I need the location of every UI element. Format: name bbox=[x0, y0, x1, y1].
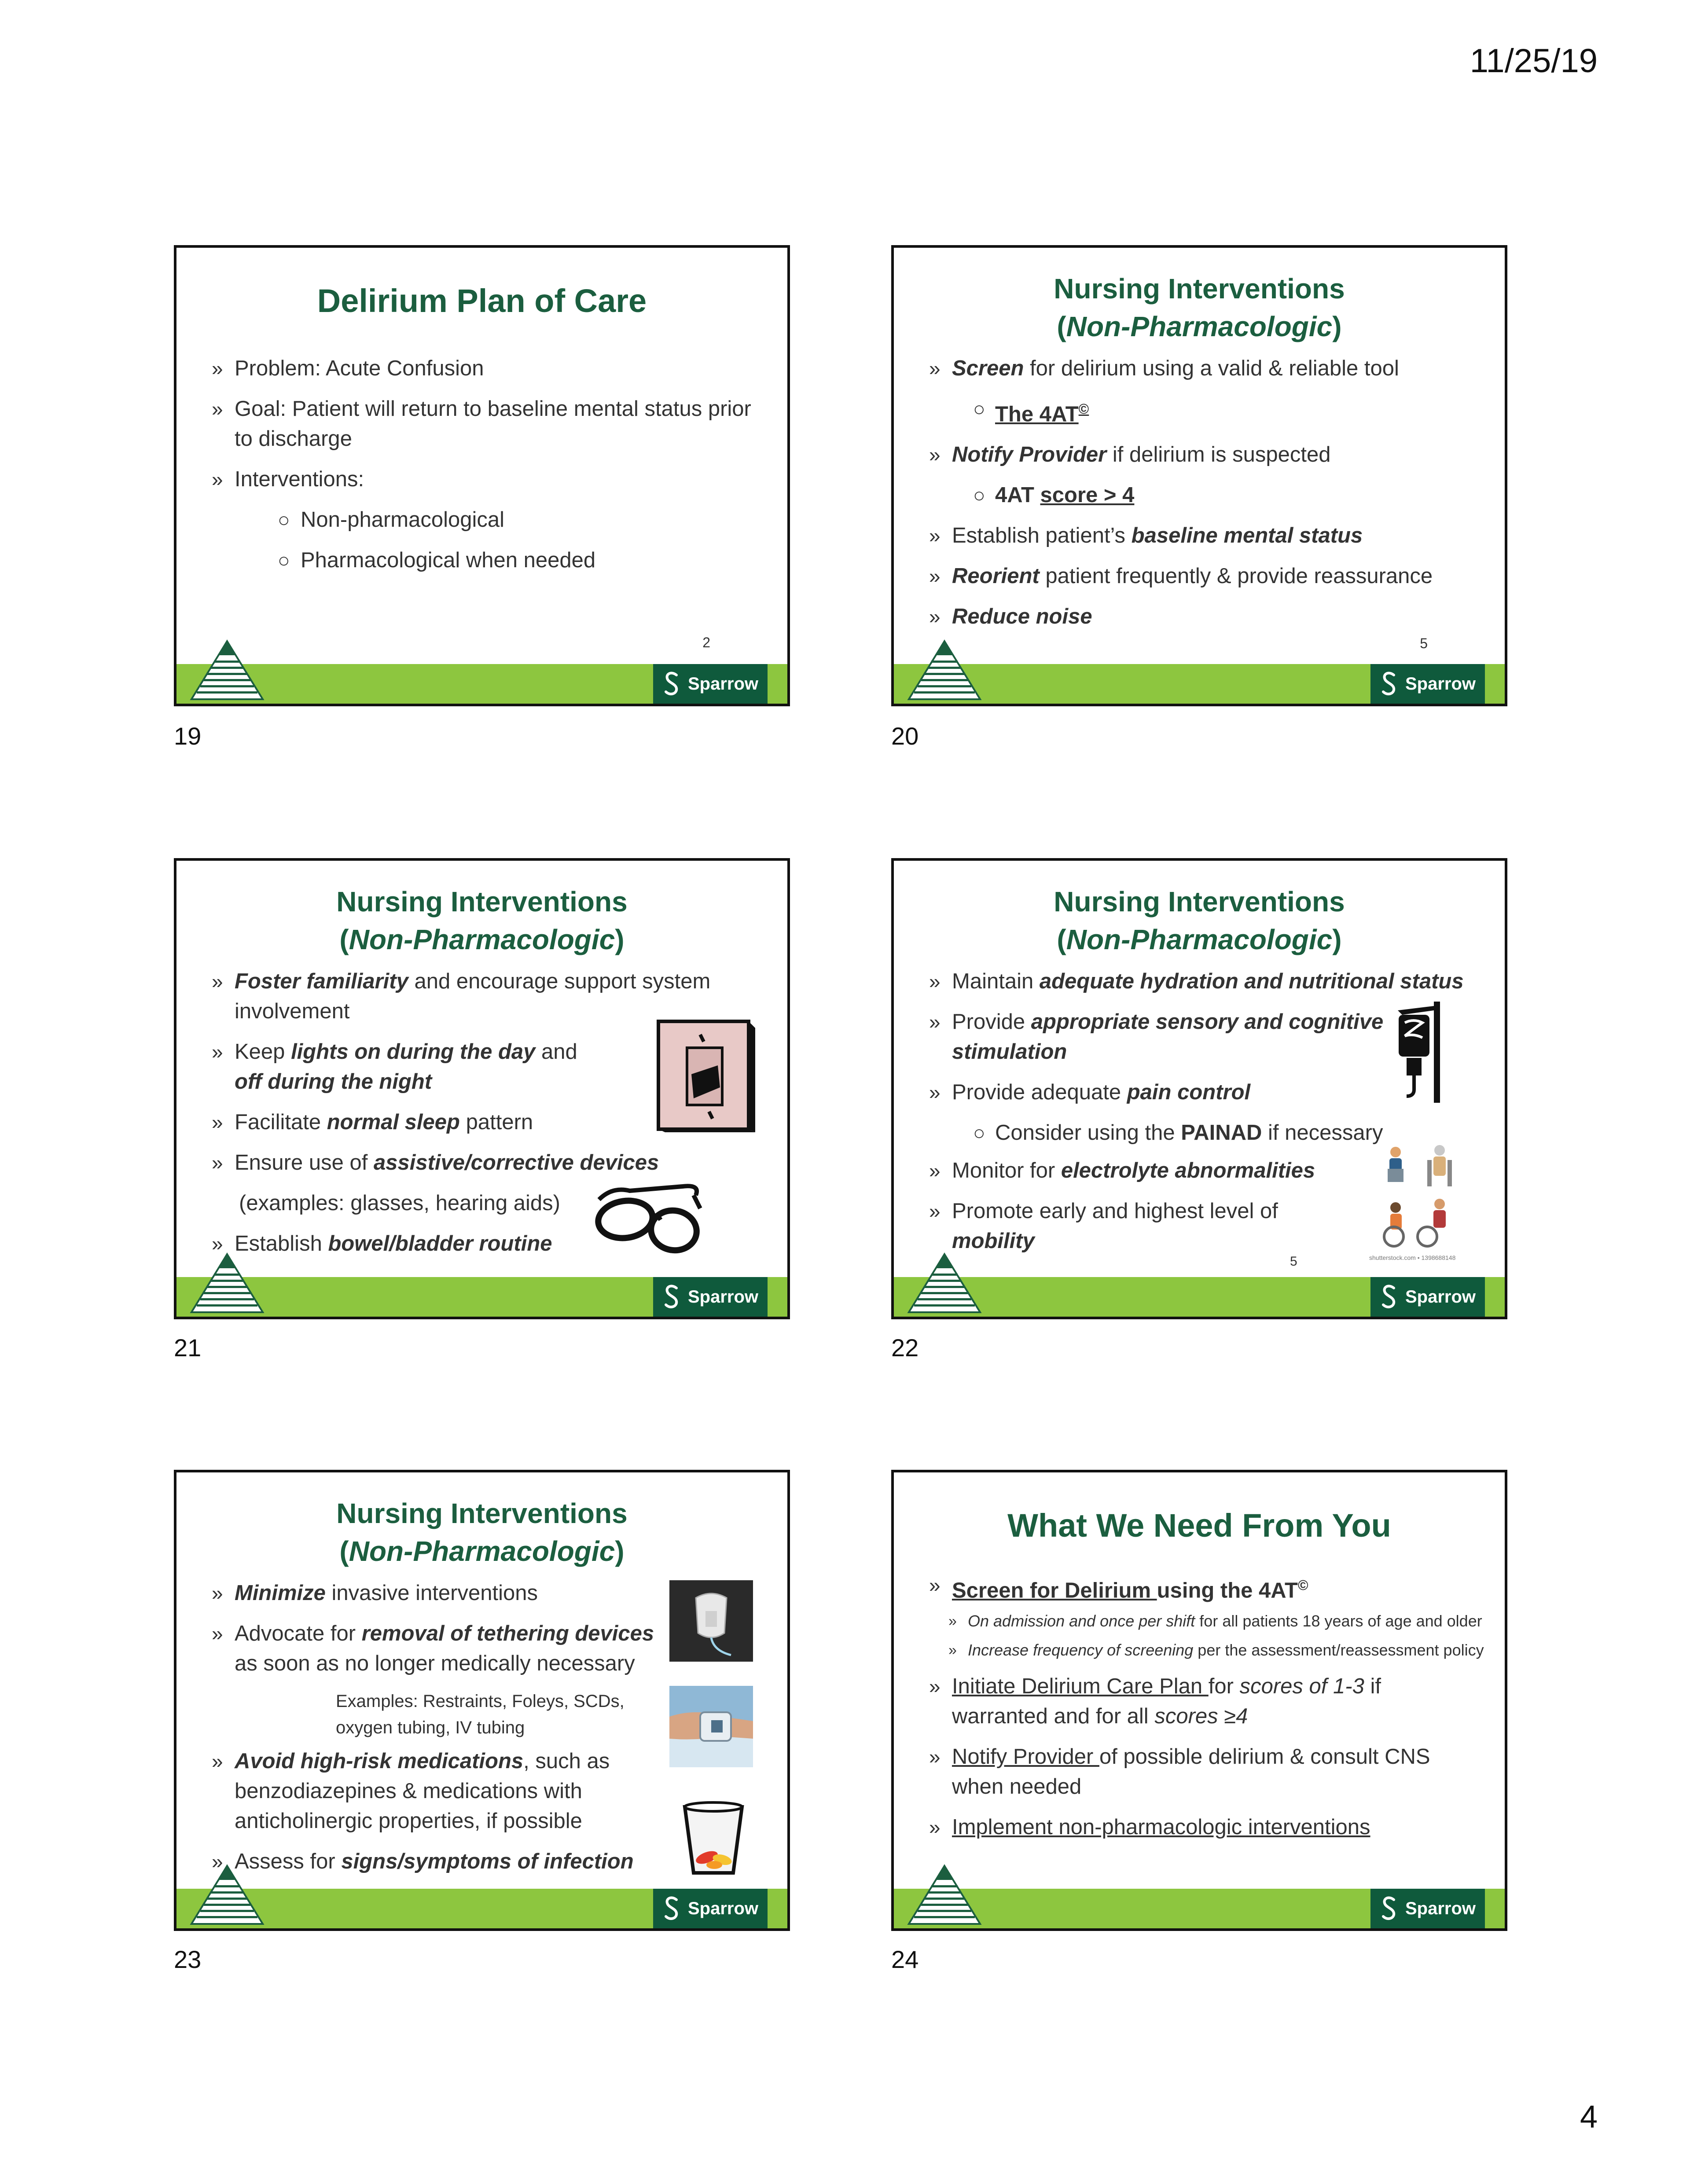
bullet-icon: » bbox=[948, 1642, 957, 1659]
iv-pole-icon bbox=[1393, 1002, 1451, 1103]
sparrow-s-icon bbox=[662, 671, 682, 697]
circle-bullet-icon: ○ bbox=[973, 1121, 985, 1144]
list-item: » Increase frequency of screening per the assessment/reassessment policy bbox=[948, 1639, 1487, 1662]
slide-24 bbox=[891, 1470, 1507, 1931]
bullet-icon: » bbox=[212, 1582, 223, 1604]
list-item: » Advocate for removal of tethering devices as soon as no longer medically necessary bbox=[212, 1619, 657, 1678]
list-item: » Ensure use of assistive/corrective devices bbox=[212, 1148, 770, 1178]
slide-20 bbox=[891, 245, 1507, 706]
sparrow-logo: Sparrow bbox=[653, 664, 768, 704]
slide-caption: 19 bbox=[174, 722, 202, 750]
list-item: » Facilitate normal sleep pattern bbox=[212, 1107, 770, 1137]
list-item: » Minimize invasive interventions bbox=[212, 1578, 770, 1608]
list-item: » Goal: Patient will return to baseline mental status prior to discharge bbox=[212, 394, 770, 454]
slide-19 bbox=[174, 245, 790, 706]
sparrow-logo: Sparrow bbox=[1370, 664, 1485, 704]
list-item: » Establish bowel/bladder routine bbox=[212, 1229, 770, 1259]
list-item: » On admission and once per shift for all patients 18 years of age and older bbox=[948, 1610, 1487, 1633]
bullet-icon: » bbox=[212, 397, 223, 420]
pillars-pyramid-icon bbox=[190, 1252, 265, 1314]
sparrow-s-icon bbox=[1380, 1284, 1399, 1310]
bullet-icon: » bbox=[929, 970, 941, 993]
bullet-icon: » bbox=[929, 443, 941, 466]
bullet-icon: » bbox=[929, 1081, 941, 1104]
light-switch-icon bbox=[647, 1017, 757, 1134]
bullet-icon: » bbox=[929, 1159, 941, 1182]
pillars-pyramid-icon bbox=[907, 639, 982, 701]
page-date: 11/25/19 bbox=[1470, 42, 1598, 80]
list-item: » Reduce noise bbox=[929, 602, 1487, 631]
sparrow-logo: Sparrow bbox=[653, 1889, 768, 1928]
bullet-icon: » bbox=[929, 605, 941, 628]
list-item: oxygen tubing, IV tubing bbox=[336, 1718, 525, 1737]
bullet-icon: » bbox=[929, 1745, 941, 1769]
bullet-icon: » bbox=[212, 1850, 223, 1873]
list-item: » Provide adequate pain control bbox=[929, 1077, 1487, 1107]
bullet-icon: » bbox=[929, 1010, 941, 1033]
list-item: » Promote early and highest level of mobility bbox=[929, 1196, 1286, 1256]
glasses-icon bbox=[595, 1182, 705, 1261]
list-item: » Establish patient’s baseline mental status bbox=[929, 521, 1487, 551]
page-number: 4 bbox=[1580, 2100, 1598, 2135]
bullet-icon: » bbox=[929, 357, 941, 380]
list-item: » Keep lights on during the day and off during the night bbox=[212, 1037, 578, 1097]
bullet-icon: » bbox=[212, 1040, 223, 1063]
list-item: » Maintain adequate hydration and nutritional status bbox=[929, 966, 1487, 996]
slide-caption: 24 bbox=[891, 1945, 919, 1973]
list-item: » Problem: Acute Confusion bbox=[212, 353, 770, 383]
slide-caption: 21 bbox=[174, 1334, 202, 1362]
slide-title: Nursing Interventions (Non-Pharmacologic) bbox=[336, 1498, 628, 1567]
bullet-icon: » bbox=[929, 1675, 941, 1698]
bullet-icon: » bbox=[212, 1151, 223, 1174]
list-item: » Monitor for electrolyte abnormalities bbox=[929, 1156, 1487, 1186]
pillars-pyramid-icon bbox=[190, 1864, 265, 1926]
list-item: » Assess for signs/symptoms of infection bbox=[212, 1846, 770, 1876]
list-item: » Screen for delirium using a valid & reliable tool bbox=[929, 353, 1487, 383]
circle-bullet-icon: ○ bbox=[973, 397, 985, 420]
bullet-icon: » bbox=[212, 1750, 223, 1773]
mobility-aids-icon bbox=[1378, 1142, 1462, 1252]
bullet-icon: » bbox=[929, 1816, 941, 1839]
list-item: (examples: glasses, hearing aids) bbox=[239, 1191, 560, 1215]
bullet-icon: » bbox=[212, 1111, 223, 1134]
image-credit: shutterstock.com • 1398688148 bbox=[1369, 1254, 1456, 1261]
slide-title: Delirium Plan of Care bbox=[317, 283, 647, 319]
list-item: » Implement non-pharmacologic interventions bbox=[929, 1812, 1487, 1842]
pillars-pyramid-icon bbox=[190, 639, 265, 701]
slide-title: Nursing Interventions (Non-Pharmacologic) bbox=[336, 886, 628, 955]
bullet-icon: » bbox=[212, 357, 223, 380]
list-item: » Interventions: bbox=[212, 464, 770, 494]
list-item: » Foster familiarity and encourage support system involvement bbox=[212, 966, 745, 1026]
sparrow-s-icon bbox=[662, 1284, 682, 1310]
bullet-icon: » bbox=[929, 1574, 941, 1597]
sparrow-s-icon bbox=[1380, 1895, 1399, 1922]
wrist-restraint-photo bbox=[669, 1686, 753, 1767]
slide-caption: 23 bbox=[174, 1945, 202, 1973]
sparrow-logo: Sparrow bbox=[1370, 1277, 1485, 1317]
list-item: ○ Pharmacological when needed bbox=[278, 545, 770, 575]
slide-21 bbox=[174, 858, 790, 1319]
slide-number: 5 bbox=[1420, 635, 1428, 651]
bullet-icon: » bbox=[929, 524, 941, 547]
list-item: ○ 4AT score > 4 bbox=[973, 480, 1487, 510]
pillars-pyramid-icon bbox=[907, 1252, 982, 1314]
bullet-icon: » bbox=[212, 970, 223, 993]
bullet-icon: » bbox=[929, 565, 941, 588]
list-item: ○ The 4AT© bbox=[973, 394, 1487, 429]
sparrow-s-icon bbox=[1380, 671, 1399, 697]
bullet-icon: » bbox=[929, 1200, 941, 1222]
bullet-icon: » bbox=[948, 1613, 957, 1630]
pillars-pyramid-icon bbox=[907, 1864, 982, 1926]
list-item: ○ Non-pharmacological bbox=[278, 505, 770, 535]
circle-bullet-icon: ○ bbox=[973, 484, 985, 507]
urinary-bag-photo bbox=[669, 1580, 753, 1662]
list-item: ○ Consider using the PAINAD if necessary bbox=[973, 1118, 1487, 1148]
slide-number: 5 bbox=[1290, 1254, 1297, 1269]
slide-title: What We Need From You bbox=[1007, 1507, 1391, 1544]
slide-number: 2 bbox=[702, 635, 710, 650]
list-item: » Initiate Delirium Care Plan for scores of 1-3 if warranted and for all scores ≥4 bbox=[929, 1671, 1445, 1731]
bullet-icon: » bbox=[212, 1232, 223, 1255]
list-item: » Notify Provider if delirium is suspected bbox=[929, 440, 1487, 470]
slide-caption: 22 bbox=[891, 1334, 919, 1362]
bullet-icon: » bbox=[212, 468, 223, 491]
slide-22 bbox=[891, 858, 1507, 1319]
list-item: Examples: Restraints, Foleys, SCDs, bbox=[336, 1692, 625, 1711]
circle-bullet-icon: ○ bbox=[278, 508, 290, 531]
list-item: » Provide appropriate sensory and cognitive stimulation bbox=[929, 1007, 1392, 1067]
bullet-icon: » bbox=[212, 1622, 223, 1645]
medication-cup-icon bbox=[678, 1798, 749, 1877]
slide-caption: 20 bbox=[891, 722, 919, 750]
list-item: » Notify Provider of possible delirium & consult CNS when needed bbox=[929, 1742, 1480, 1802]
circle-bullet-icon: ○ bbox=[278, 549, 290, 572]
sparrow-logo: Sparrow bbox=[1370, 1889, 1485, 1928]
slide-23 bbox=[174, 1470, 790, 1931]
slide-title: Nursing Interventions (Non-Pharmacologic) bbox=[1054, 273, 1345, 342]
sparrow-logo: Sparrow bbox=[653, 1277, 768, 1317]
slide-title: Nursing Interventions (Non-Pharmacologic) bbox=[1054, 886, 1345, 955]
list-item: » Avoid high-risk medications, such as benzodiazepines & medications with anticholinergic properties, if possible bbox=[212, 1746, 657, 1836]
list-item: » Screen for Delirium using the 4AT© bbox=[929, 1570, 1487, 1605]
sparrow-s-icon bbox=[662, 1895, 682, 1922]
list-item: » Reorient patient frequently & provide reassurance bbox=[929, 561, 1487, 591]
